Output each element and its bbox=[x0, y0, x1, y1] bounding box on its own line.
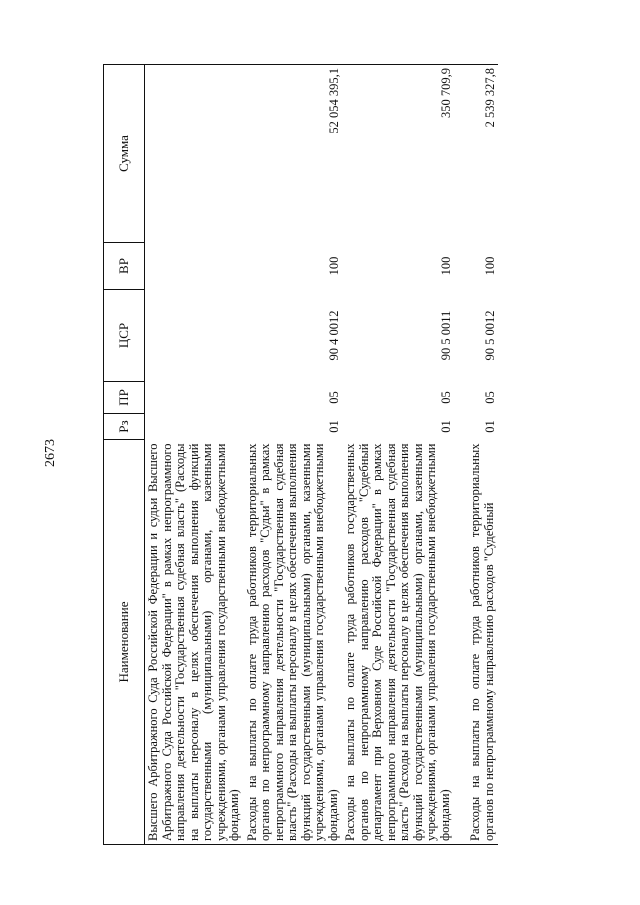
row-name-text: Расходы на выплаты по оплате труда работников территориальных органов по непрограммному направлению расходов "Судьи" в рамках непрограммного направления деятельности "Государственная судебная власть" (Расходы на выплаты персоналу в целях обеспечения выполнения функций государственными (муниципальными) органами, казенными учреждениями, органами управления государственными внебюджетными фондами) bbox=[244, 443, 340, 841]
row-pr: 05 bbox=[327, 391, 341, 404]
row-pr bbox=[145, 382, 244, 414]
row-pr: 05 bbox=[439, 391, 453, 404]
row-sum: 52 054 395,1 bbox=[244, 65, 343, 243]
table-header-row bbox=[104, 65, 145, 845]
row-vr: 100 bbox=[327, 256, 341, 276]
column-header-pr: ПР bbox=[104, 382, 145, 414]
table-row bbox=[145, 65, 244, 845]
row-name bbox=[454, 440, 498, 845]
row-name bbox=[342, 440, 454, 845]
row-sum: 2 539 327,8 bbox=[454, 65, 498, 243]
row-csr: 90 5 0011 bbox=[439, 310, 453, 361]
row-sum bbox=[145, 65, 244, 243]
row-csr: 90 4 0012 bbox=[327, 310, 341, 361]
row-vr bbox=[145, 243, 244, 290]
row-rz: 01 bbox=[327, 420, 341, 433]
table-row bbox=[454, 65, 498, 845]
row-name bbox=[244, 440, 343, 845]
page-number: 2673 bbox=[43, 439, 58, 467]
column-header-sum: Сумма bbox=[104, 65, 145, 243]
column-header-rz: Рз bbox=[104, 414, 145, 440]
row-name bbox=[145, 440, 244, 845]
row-rz: 01 bbox=[439, 420, 453, 433]
column-header-name: Наименование bbox=[104, 440, 145, 845]
row-csr: 90 5 0012 bbox=[483, 310, 497, 361]
table-row bbox=[342, 65, 454, 845]
row-sum: 350 709,9 bbox=[342, 65, 454, 243]
row-vr: 100 bbox=[439, 256, 453, 276]
row-csr bbox=[145, 290, 244, 382]
table-row bbox=[244, 65, 343, 845]
budget-table-rotated bbox=[103, 65, 573, 845]
row-rz bbox=[145, 414, 244, 440]
row-name-text: Расходы на выплаты по оплате труда работников территориальных органов по непрограммному направлению расходов "Судебный bbox=[468, 443, 496, 841]
row-name-text: Расходы на выплаты по оплате труда работников государственных органов по непрограммному направлению расходов "Судебный департамент при Верховном Суде Российской Федерации" в рамках непрограммного направления деятельности "Государственная судебная власть" (Расходы на выплаты персоналу в целях обеспечения выполнения функций государственными (муниципальными) органами, казенными учреждениями, органами управления государственными внебюджетными фондами) bbox=[343, 443, 452, 841]
column-header-csr: ЦСР bbox=[104, 290, 145, 382]
column-header-vr: ВР bbox=[104, 243, 145, 290]
row-rz: 01 bbox=[483, 420, 497, 433]
row-vr: 100 bbox=[483, 256, 497, 276]
row-name-text: Высшего Арбитражного Суда Российской Федерации и судьи Высшего Арбитражного Суда Российской Федерации" в рамках непрограммного направления деятельности "Государственная судебная власть" (Расходы на выплаты персоналу в целях обеспечения выполнения функций государственными (муниципальными) органами, казенными учреждениями, органами управления государственными внебюджетными фондами) bbox=[146, 443, 241, 841]
budget-table bbox=[103, 64, 498, 845]
row-pr: 05 bbox=[483, 391, 497, 404]
